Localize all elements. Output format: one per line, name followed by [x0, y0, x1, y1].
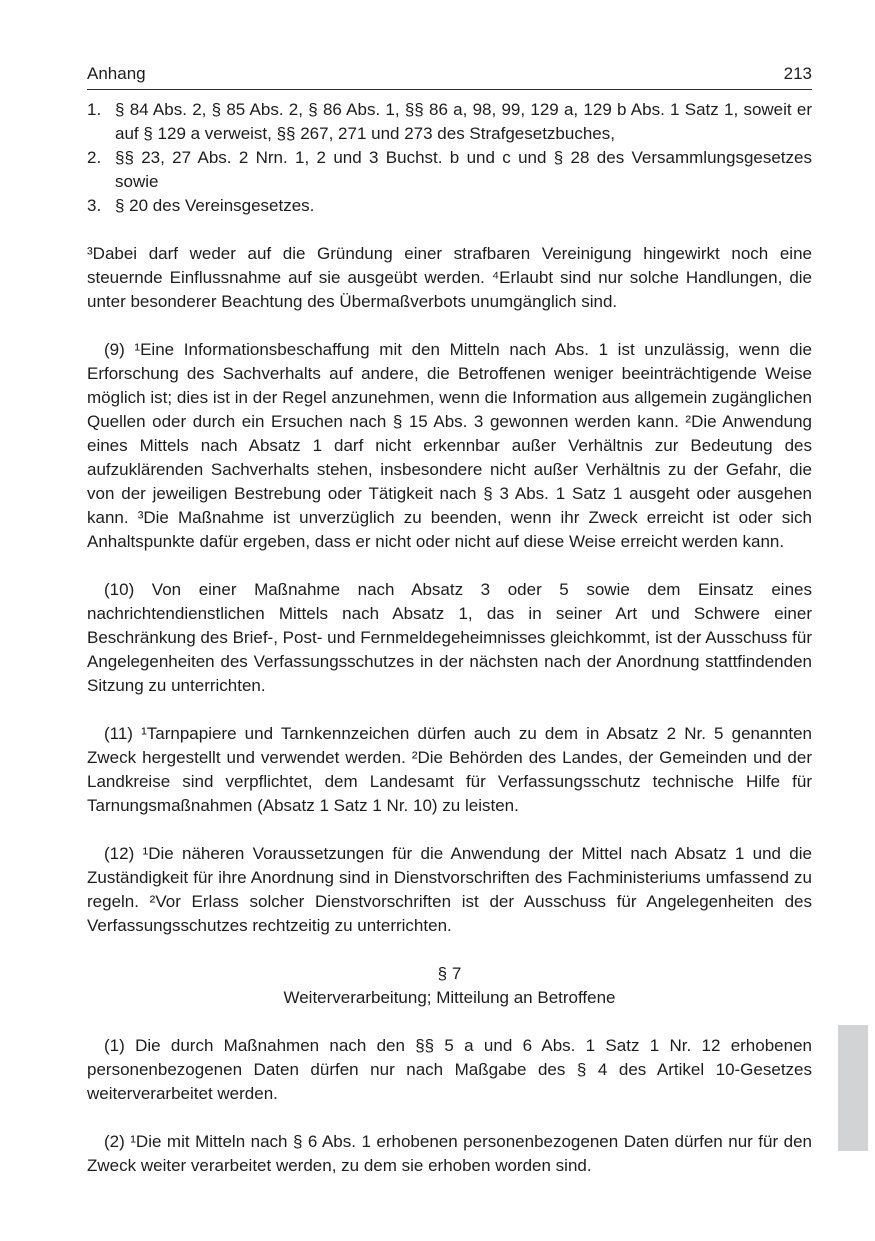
section-heading — [87, 962, 812, 1010]
list-item-number: 3. — [87, 196, 102, 215]
page-content — [87, 98, 812, 1178]
list-item-number: 1. — [87, 100, 102, 119]
running-header — [87, 63, 812, 90]
paragraph: (12) ¹Die näheren Voraussetzungen für die Anwendung der Mittel nach Absatz 1 und die Zuständigkeit für ihre Anordnung sind in Dienstvorschriften des Fachministeriums umfassend zu regeln. ²Vor Erlass solcher Dienstvorschriften ist der Ausschuss für Angelegenheiten des Verfassungsschutzes rechtzeitig zu unterrichten. — [87, 844, 812, 935]
paragraph: ³Dabei darf weder auf die Gründung einer strafbaren Vereinigung hingewirkt noch eine steuernde Einflussnahme auf sie ausgeübt werden. ⁴Erlaubt sind nur solche Handlungen, die unter besonderer Beachtung des Übermaßverbots unumgänglich sind. — [87, 244, 812, 311]
list-item-text: §§ 23, 27 Abs. 2 Nrn. 1, 2 und 3 Buchst. b und c und § 28 des Versammlungsgesetzes sowie — [115, 148, 812, 191]
list-item — [87, 194, 812, 218]
paragraph: (1) Die durch Maßnahmen nach den §§ 5 a und 6 Abs. 1 Satz 1 Nr. 12 erhobenen personenbezogenen Daten dürfen nur nach Maßgabe des § 4 des Artikel 10-Gesetzes weiterverarbeitet werden. — [87, 1036, 812, 1103]
running-header-section: Anhang — [87, 64, 146, 83]
thumb-index-tab — [838, 1025, 868, 1151]
list-item — [87, 146, 812, 194]
list-item-number: 2. — [87, 148, 102, 167]
page-number: 213 — [783, 64, 812, 83]
paragraph: (10) Von einer Maßnahme nach Absatz 3 oder 5 sowie dem Einsatz eines nachrichtendienstlichen Mittels nach Absatz 1, das in seiner Art und Schwere einer Beschränkung des Brief-, Post- und Fernmeldegeheimnisses gleichkommt, ist der Ausschuss für Angelegenheiten des Verfassungsschutzes in der nächsten nach der Anordnung stattfindenden Sitzung zu unterrichten. — [87, 580, 812, 695]
numbered-list — [87, 98, 812, 218]
list-item-text: § 20 des Vereinsgesetzes. — [115, 196, 315, 215]
list-item — [87, 98, 812, 146]
paragraph: (11) ¹Tarnpapiere und Tarnkennzeichen dürfen auch zu dem in Absatz 2 Nr. 5 genannten Zweck hergestellt und verwendet werden. ²Die Behörden des Landes, der Gemeinden und der Landkreise sind verpflichtet, dem Landesamt für Verfassungsschutz technische Hilfe für Tarnungsmaßnahmen (Absatz 1 Satz 1 Nr. 10) zu leisten. — [87, 724, 812, 815]
section-title: Weiterverarbeitung; Mitteilung an Betroffene — [283, 988, 616, 1007]
paragraph: (2) ¹Die mit Mitteln nach § 6 Abs. 1 erhobenen personenbezogenen Daten dürfen nur für den Zweck weiter verarbeitet werden, zu dem sie erhoben worden sind. — [87, 1132, 812, 1175]
list-item-text: § 84 Abs. 2, § 85 Abs. 2, § 86 Abs. 1, §§ 86 a, 98, 99, 129 a, 129 b Abs. 1 Satz 1, soweit er auf § 129 a verweist, §§ 267, 271 und 273 des Strafgesetzbuches, — [115, 100, 812, 143]
section-number: § 7 — [437, 964, 462, 983]
paragraph: (9) ¹Eine Informationsbeschaffung mit den Mitteln nach Abs. 1 ist unzulässig, wenn die Erforschung des Sachverhalts auf andere, die Betroffenen weniger beeinträchtigende Weise möglich ist; dies ist in der Regel anzunehmen, wenn die Information aus allgemein zugänglichen Quellen oder durch ein Ersuchen nach § 15 Abs. 3 gewonnen werden kann. ²Die Anwendung eines Mittels nach Absatz 1 darf nicht erkennbar außer Verhältnis zur Bedeutung des aufzuklärenden Sachverhalts stehen, insbesondere nicht außer Verhältnis zu der Gefahr, die von der jeweiligen Bestrebung oder Tätigkeit nach § 3 Abs. 1 Satz 1 ausgeht oder ausgehen kann. ³Die Maßnahme ist unverzüglich zu beenden, wenn ihr Zweck erreicht ist oder sich Anhaltspunkte dafür ergeben, dass er nicht oder nicht auf diese Weise erreicht werden kann. — [87, 340, 812, 551]
